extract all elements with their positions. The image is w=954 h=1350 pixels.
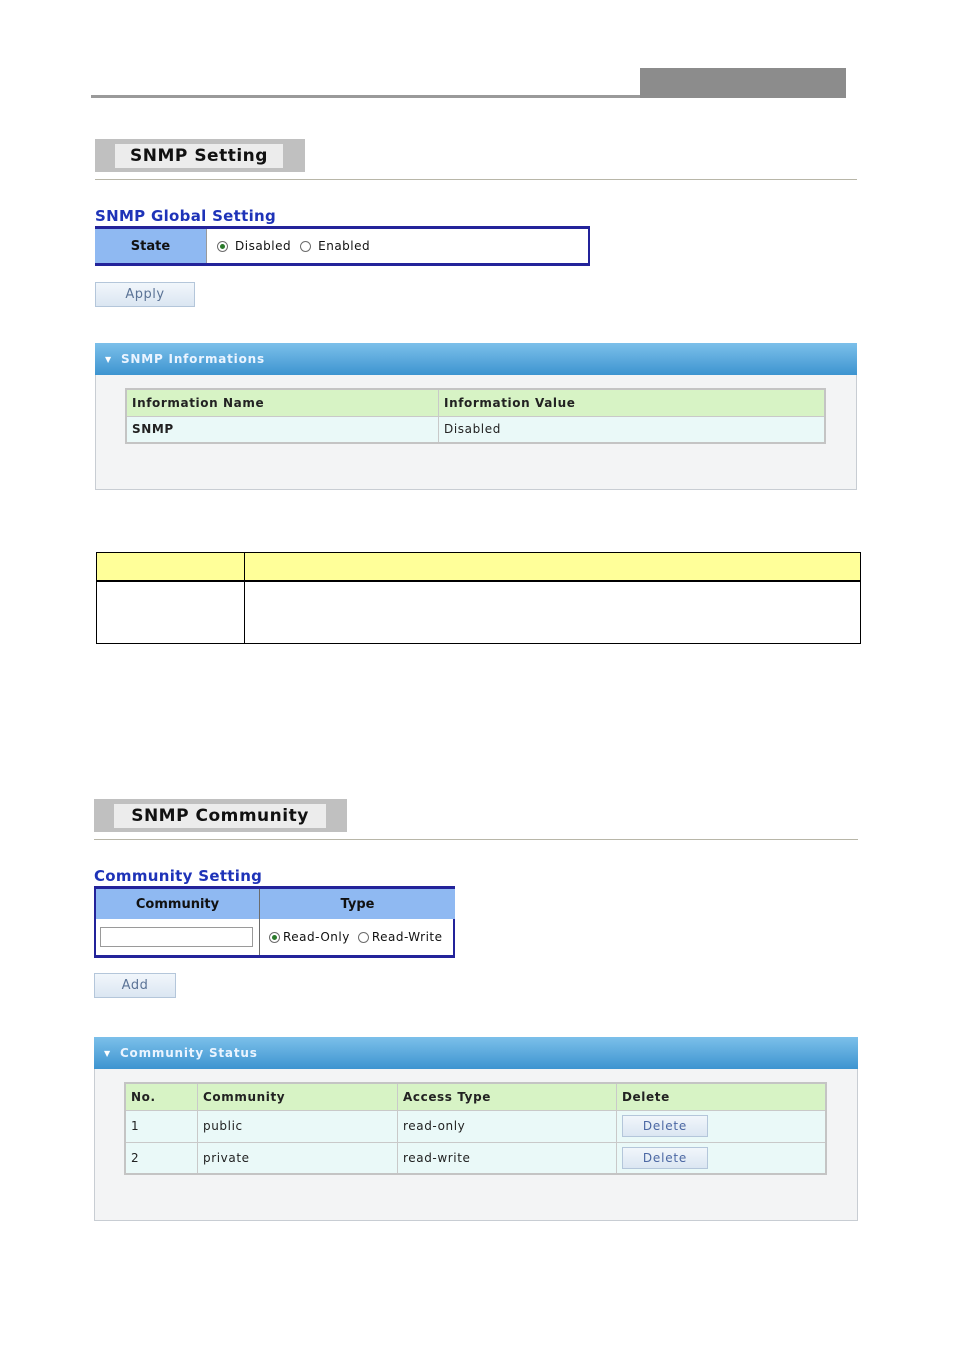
community-status-title: Community Status: [119, 1046, 258, 1060]
snmp-community-title: SNMP Community: [114, 804, 326, 828]
snmp-community-title-box: [94, 799, 347, 832]
header-rule: [91, 95, 640, 98]
snmp-setting-title-box: [95, 139, 305, 172]
snmp-global-setting-title: SNMP Global Setting: [95, 207, 277, 225]
state-enabled-label: Enabled: [318, 239, 371, 253]
state-enabled-radio[interactable]: [300, 241, 311, 252]
row-no-cell: 1: [125, 1110, 198, 1142]
community-status-header[interactable]: [94, 1037, 858, 1069]
row-community-cell: public: [198, 1110, 398, 1142]
read-only-radio[interactable]: [269, 932, 280, 943]
section-divider: [95, 179, 857, 180]
state-disabled-radio[interactable]: [217, 241, 228, 252]
info-value-cell: Disabled: [439, 416, 826, 443]
collapse-caret-icon: ▼: [105, 354, 112, 364]
header-access-type: Access Type: [398, 1083, 617, 1110]
snmp-info-table: [125, 388, 826, 444]
read-write-radio[interactable]: [358, 932, 369, 943]
header-block: [640, 68, 846, 98]
state-label: State: [95, 229, 206, 263]
community-status-table: [124, 1082, 827, 1175]
collapse-caret-icon: ▼: [104, 1048, 111, 1058]
read-only-label: Read-Only: [283, 930, 350, 944]
state-options: [206, 229, 588, 263]
row-access-cell: read-only: [398, 1110, 617, 1142]
table-row: [126, 416, 825, 443]
table-header-row: [125, 1083, 826, 1110]
row-access-cell: read-write: [398, 1142, 617, 1174]
row-community-cell: private: [198, 1142, 398, 1174]
header-community: Community: [198, 1083, 398, 1110]
description-table: [96, 552, 861, 644]
info-name-cell: SNMP: [126, 416, 439, 443]
description-table-divider: [244, 553, 245, 643]
read-write-label: Read-Write: [371, 930, 443, 944]
header-delete: Delete: [617, 1083, 827, 1110]
table-row: [125, 1110, 826, 1142]
table-header-row: [126, 389, 825, 416]
snmp-informations-title: SNMP Informations: [120, 352, 265, 366]
community-column-header: Community: [96, 889, 259, 919]
header-information-value: Information Value: [439, 389, 826, 416]
type-column-header: Type: [260, 889, 455, 919]
community-setting-form: [94, 886, 455, 958]
table-row: [125, 1142, 826, 1174]
community-setting-title: Community Setting: [94, 867, 263, 885]
global-setting-form: [95, 226, 590, 266]
header-information-name: Information Name: [126, 389, 439, 416]
delete-button[interactable]: Delete: [622, 1115, 708, 1137]
community-input[interactable]: [100, 927, 253, 947]
column-divider: [259, 889, 260, 955]
description-table-header: [97, 553, 860, 582]
snmp-setting-title: SNMP Setting: [115, 144, 283, 168]
type-options: [269, 930, 443, 944]
row-delete-cell: [617, 1110, 827, 1142]
add-button[interactable]: Add: [94, 973, 176, 998]
state-disabled-label: Disabled: [235, 239, 292, 253]
header-no: No.: [125, 1083, 198, 1110]
row-delete-cell: [617, 1142, 827, 1174]
row-no-cell: 2: [125, 1142, 198, 1174]
apply-button[interactable]: Apply: [95, 282, 195, 307]
snmp-informations-header[interactable]: [95, 343, 857, 375]
section-divider: [94, 839, 858, 840]
delete-button[interactable]: Delete: [622, 1147, 708, 1169]
